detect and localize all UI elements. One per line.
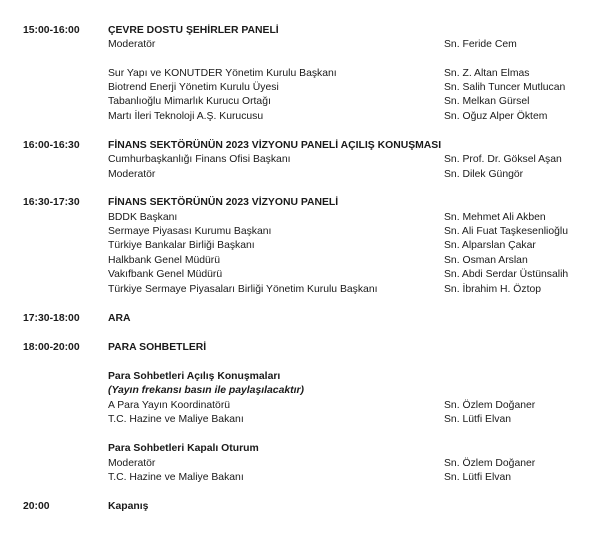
speaker-role: T.C. Hazine ve Maliye Bakanı [108, 414, 244, 425]
session-header [0, 311, 600, 326]
speaker-name: Sn. Ali Fuat Taşkesenlioğlu [444, 226, 568, 237]
speaker-name: Sn. Lütfi Elvan [444, 414, 512, 425]
speaker-name: Sn. Salih Tuncer Mutlucan [444, 82, 566, 93]
speaker-row [0, 66, 600, 81]
speaker-row [0, 456, 600, 471]
speaker-role: Moderatör [108, 169, 156, 180]
moderator-row [0, 37, 600, 52]
session-time: 17:30-18:00 [23, 313, 80, 324]
subsession-title: Para Sohbetleri Açılış Konuşmaları [108, 371, 281, 382]
speaker-role: Halkbank Genel Müdürü [108, 255, 221, 266]
speaker-row [0, 267, 600, 282]
speaker-role: Moderatör [108, 458, 156, 469]
speaker-role: Sermaye Piyasası Kurumu Başkanı [108, 226, 272, 237]
subsession-title: Para Sohbetleri Kapalı Oturum [108, 443, 259, 454]
speaker-row [0, 152, 600, 167]
speaker-row [0, 470, 600, 485]
speaker-role: Türkiye Sermaye Piyasaları Birliği Yönetim Kurulu Başkanı [108, 284, 378, 295]
session-header [0, 195, 600, 210]
speaker-name: Sn. Melkan Gürsel [444, 96, 530, 107]
subsession-note [0, 383, 600, 398]
session-title: PARA SOHBETLERİ [108, 342, 207, 353]
speaker-name: Sn. Oğuz Alper Öktem [444, 111, 548, 122]
broadcast-note: (Yayın frekansı basın ile paylaşılacaktır) [108, 385, 304, 396]
speaker-name: Sn. Özlem Doğaner [444, 400, 536, 411]
speaker-row [0, 167, 600, 182]
speaker-row [0, 282, 600, 297]
session-time: 15:00-16:00 [23, 25, 80, 36]
speaker-role: Biotrend Enerji Yönetim Kurulu Üyesi [108, 82, 279, 93]
speaker-role: Martı İleri Teknoloji A.Ş. Kurucusu [108, 111, 264, 122]
subsession-header [0, 441, 600, 456]
speaker-role: T.C. Hazine ve Maliye Bakanı [108, 472, 244, 483]
speaker-role: Tabanlıoğlu Mimarlık Kurucu Ortağı [108, 96, 271, 107]
speaker-row [0, 109, 600, 124]
session-time: 16:30-17:30 [23, 197, 80, 208]
speaker-name: Sn. Feride Cem [444, 39, 517, 50]
session-header [0, 138, 600, 153]
speaker-name: Sn. Osman Arslan [444, 255, 528, 266]
session-time: 16:00-16:30 [23, 140, 80, 151]
speaker-name: Sn. Alparslan Çakar [444, 240, 536, 251]
speaker-role: BDDK Başkanı [108, 212, 178, 223]
speaker-name: Sn. Dilek Güngör [444, 169, 524, 180]
speaker-row [0, 224, 600, 239]
speaker-role: Vakıfbank Genel Müdürü [108, 269, 223, 280]
session-header [0, 23, 600, 38]
speaker-row [0, 210, 600, 225]
speaker-row [0, 412, 600, 427]
speaker-name: Sn. Mehmet Ali Akben [444, 212, 546, 223]
speaker-name: Sn. Abdi Serdar Üstünsalih [444, 269, 569, 280]
speaker-role: Cumhurbaşkanlığı Finans Ofisi Başkanı [108, 154, 291, 165]
speaker-name: Sn. Özlem Doğaner [444, 458, 536, 469]
speaker-name: Sn. İbrahim H. Öztop [444, 284, 542, 295]
session-title: FİNANS SEKTÖRÜNÜN 2023 VİZYONU PANELİ [108, 197, 339, 208]
session-time: 20:00 [23, 501, 50, 512]
speaker-role: Moderatör [108, 39, 156, 50]
session-header [0, 340, 600, 355]
speaker-role: Türkiye Bankalar Birliği Başkanı [108, 240, 255, 251]
speaker-name: Sn. Z. Altan Elmas [444, 68, 530, 79]
speaker-row [0, 253, 600, 268]
speaker-row [0, 80, 600, 95]
speaker-row [0, 238, 600, 253]
session-title: Kapanış [108, 501, 149, 512]
session-title: FİNANS SEKTÖRÜNÜN 2023 VİZYONU PANELİ AÇILIŞ KONUŞMASI [108, 140, 442, 151]
speaker-role: Sur Yapı ve KONUTDER Yönetim Kurulu Başkanı [108, 68, 337, 79]
speaker-name: Sn. Lütfi Elvan [444, 472, 512, 483]
speaker-name: Sn. Prof. Dr. Göksel Aşan [444, 154, 562, 165]
session-title: ÇEVRE DOSTU ŞEHİRLER PANELİ [108, 25, 279, 36]
session-header [0, 499, 600, 514]
speaker-role: A Para Yayın Koordinatörü [108, 400, 231, 411]
subsession-header [0, 369, 600, 384]
session-time: 18:00-20:00 [23, 342, 80, 353]
speaker-row [0, 398, 600, 413]
speaker-row [0, 94, 600, 109]
session-title: ARA [108, 313, 131, 324]
